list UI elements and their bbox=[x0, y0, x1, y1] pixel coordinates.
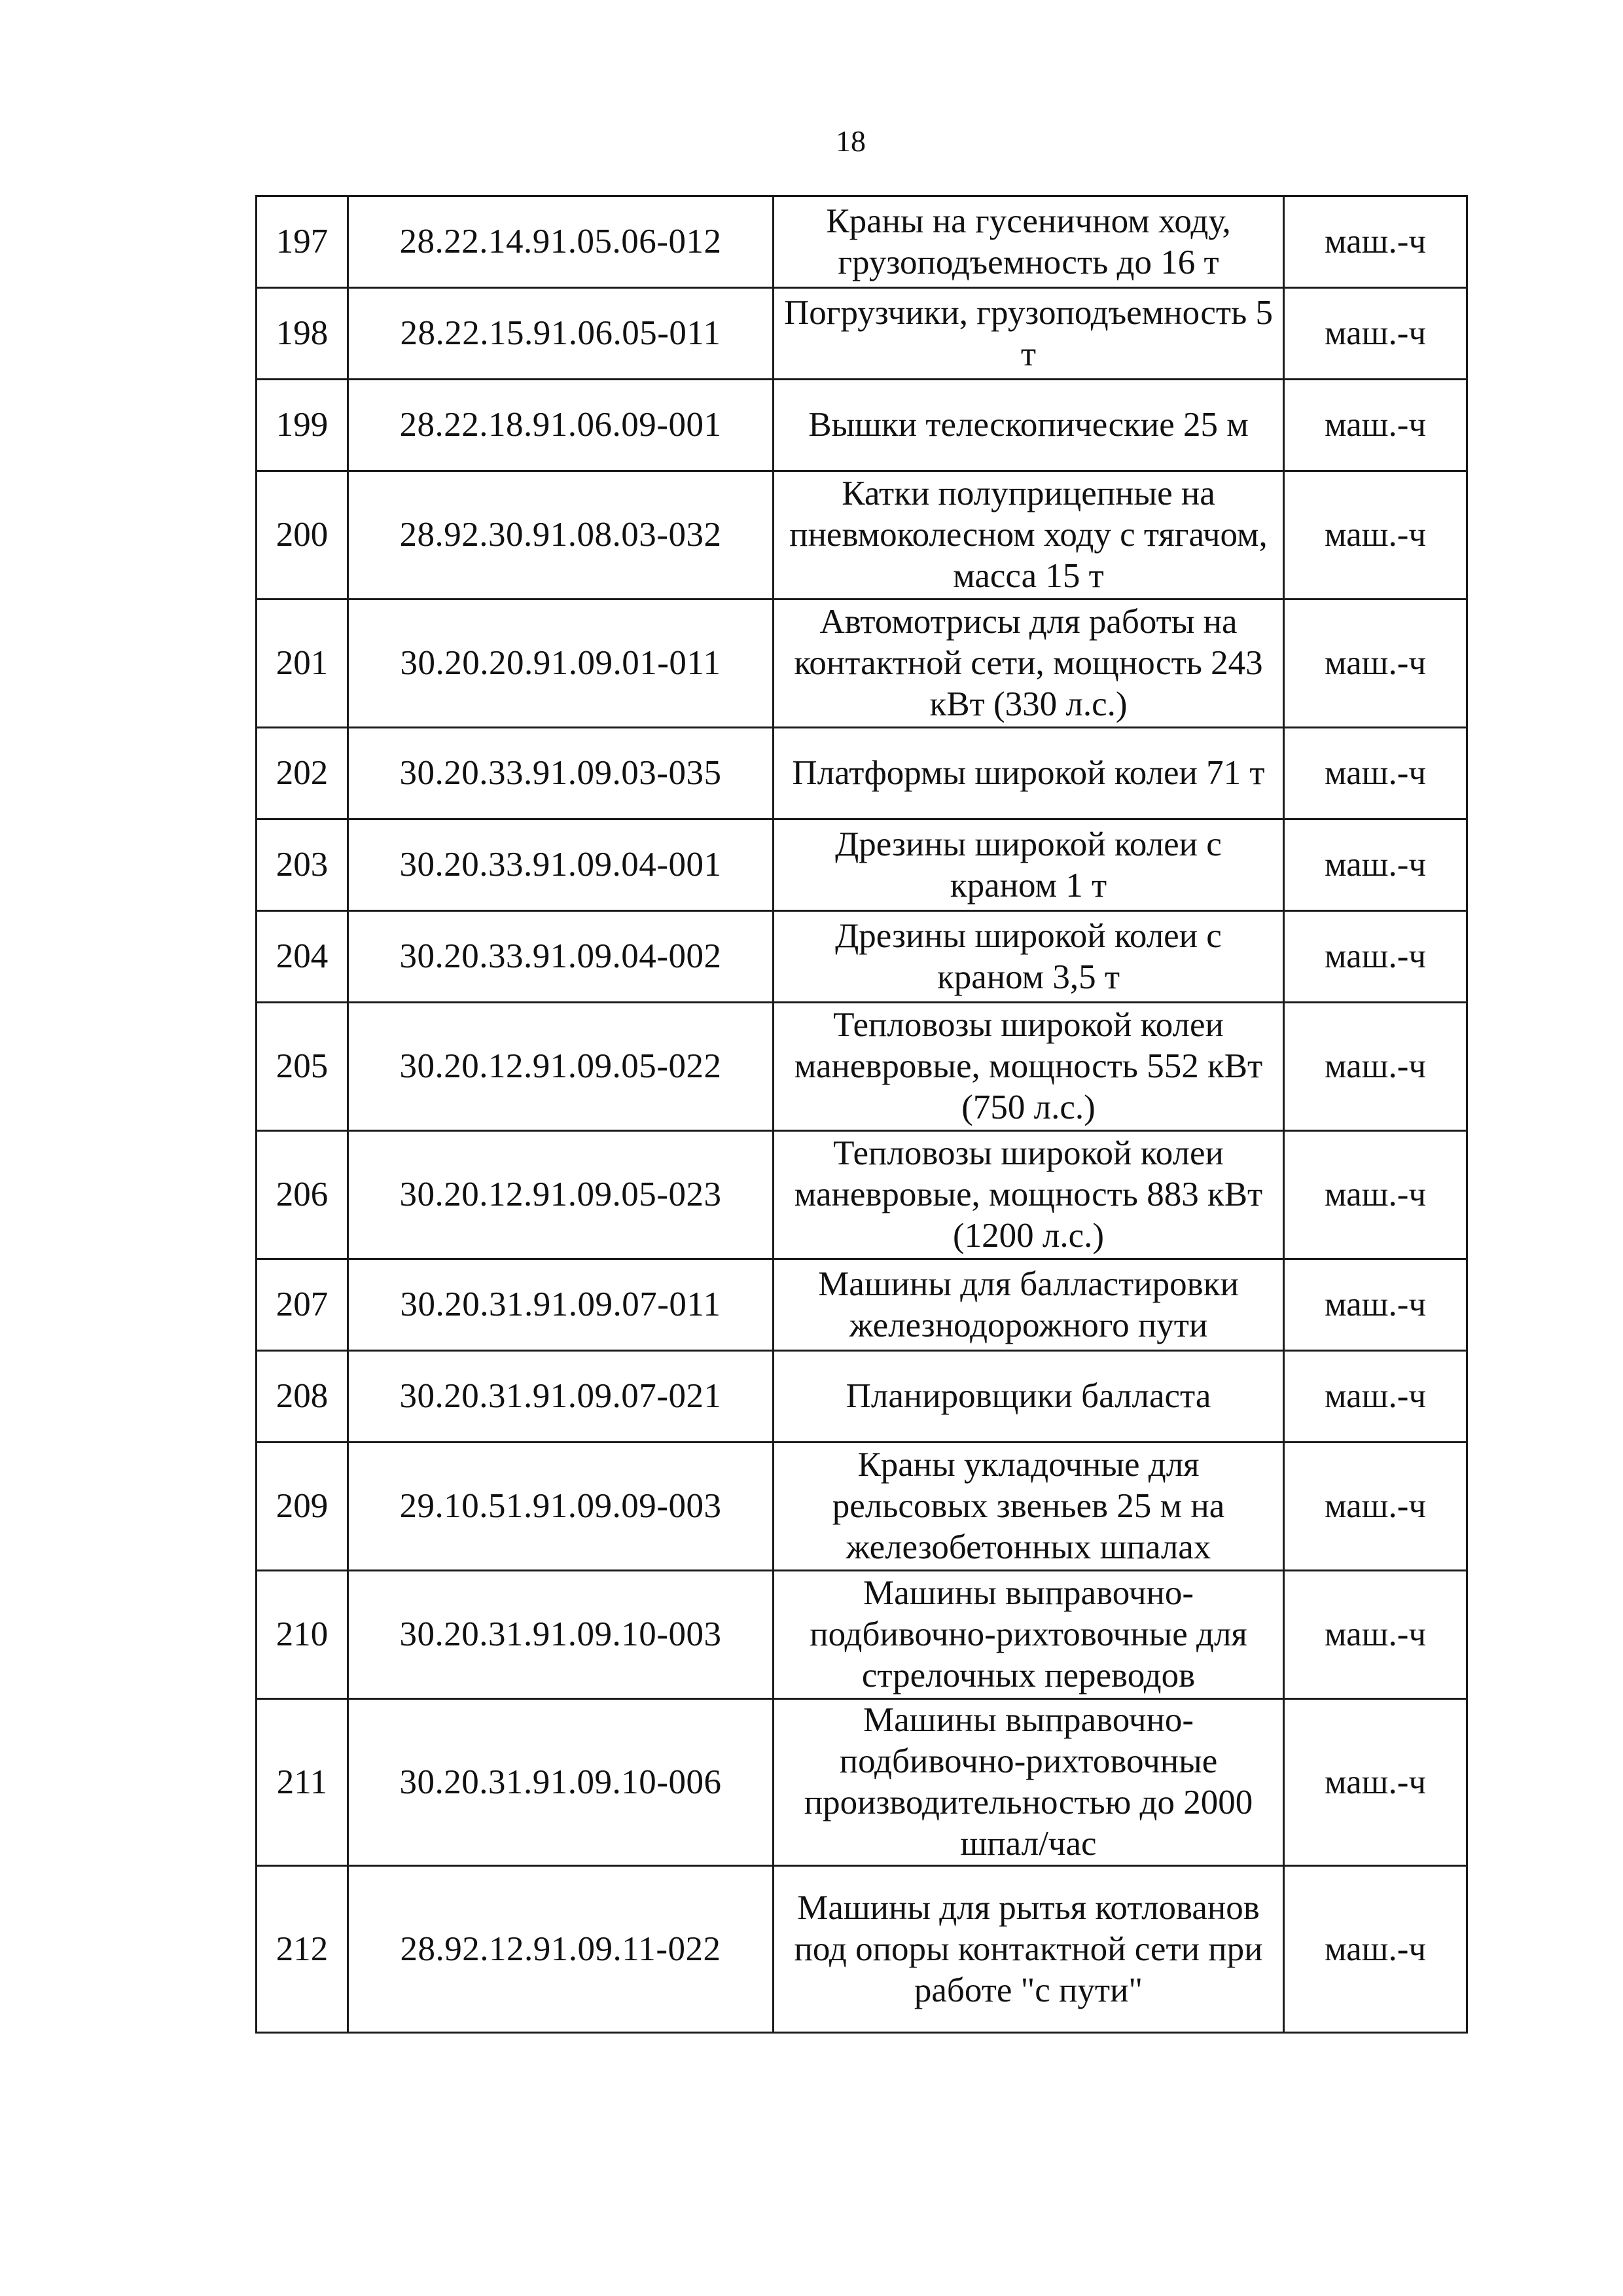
unit-of-measure: маш.-ч bbox=[1284, 1259, 1467, 1351]
resource-name: Машины выправочно-подбивочно-рихтовочные производительностью до 2000 шпал/час bbox=[774, 1699, 1284, 1866]
row-number: 208 bbox=[257, 1351, 348, 1443]
table-row bbox=[257, 380, 1467, 471]
machinery-table bbox=[255, 195, 1468, 2034]
unit-of-measure: маш.-ч bbox=[1284, 728, 1467, 819]
resource-code: 30.20.31.91.09.07-021 bbox=[348, 1351, 774, 1443]
resource-code: 28.22.18.91.06.09-001 bbox=[348, 380, 774, 471]
resource-code: 28.22.14.91.05.06-012 bbox=[348, 196, 774, 288]
resource-code: 30.20.33.91.09.03-035 bbox=[348, 728, 774, 819]
resource-name: Краны на гусеничном ходу, грузоподъемность до 16 т bbox=[774, 196, 1284, 288]
resource-code: 28.22.15.91.06.05-011 bbox=[348, 288, 774, 380]
row-number: 209 bbox=[257, 1443, 348, 1571]
unit-of-measure: маш.-ч bbox=[1284, 1351, 1467, 1443]
resource-name: Тепловозы широкой колеи маневровые, мощность 883 кВт (1200 л.с.) bbox=[774, 1131, 1284, 1259]
table-row bbox=[257, 911, 1467, 1003]
resource-name: Катки полуприцепные на пневмоколесном ходу с тягачом, масса 15 т bbox=[774, 471, 1284, 600]
table-row bbox=[257, 1351, 1467, 1443]
table-row bbox=[257, 196, 1467, 288]
table-row bbox=[257, 288, 1467, 380]
resource-name: Планировщики балласта bbox=[774, 1351, 1284, 1443]
resource-code: 28.92.30.91.08.03-032 bbox=[348, 471, 774, 600]
page-number: 18 bbox=[836, 124, 866, 158]
table-row bbox=[257, 1003, 1467, 1131]
table-row bbox=[257, 1699, 1467, 1866]
row-number: 203 bbox=[257, 819, 348, 911]
unit-of-measure: маш.-ч bbox=[1284, 1131, 1467, 1259]
resource-name: Погрузчики, грузоподъемность 5 т bbox=[774, 288, 1284, 380]
unit-of-measure: маш.-ч bbox=[1284, 819, 1467, 911]
row-number: 200 bbox=[257, 471, 348, 600]
resource-code: 30.20.31.91.09.10-006 bbox=[348, 1699, 774, 1866]
unit-of-measure: маш.-ч bbox=[1284, 1443, 1467, 1571]
unit-of-measure: маш.-ч bbox=[1284, 1571, 1467, 1699]
row-number: 210 bbox=[257, 1571, 348, 1699]
unit-of-measure: маш.-ч bbox=[1284, 911, 1467, 1003]
resource-name: Автомотрисы для работы на контактной сети, мощность 243 кВт (330 л.с.) bbox=[774, 600, 1284, 728]
table-row bbox=[257, 600, 1467, 728]
resource-name: Дрезины широкой колеи с краном 1 т bbox=[774, 819, 1284, 911]
row-number: 204 bbox=[257, 911, 348, 1003]
unit-of-measure: маш.-ч bbox=[1284, 1699, 1467, 1866]
resource-name: Машины для балластировки железнодорожного пути bbox=[774, 1259, 1284, 1351]
row-number: 207 bbox=[257, 1259, 348, 1351]
table-row bbox=[257, 1571, 1467, 1699]
table-row bbox=[257, 1443, 1467, 1571]
unit-of-measure: маш.-ч bbox=[1284, 471, 1467, 600]
resource-name: Машины для рытья котлованов под опоры контактной сети при работе "с пути" bbox=[774, 1866, 1284, 2033]
resource-name: Тепловозы широкой колеи маневровые, мощность 552 кВт (750 л.с.) bbox=[774, 1003, 1284, 1131]
resource-name: Вышки телескопические 25 м bbox=[774, 380, 1284, 471]
unit-of-measure: маш.-ч bbox=[1284, 1003, 1467, 1131]
row-number: 199 bbox=[257, 380, 348, 471]
table-row bbox=[257, 1866, 1467, 2033]
unit-of-measure: маш.-ч bbox=[1284, 1866, 1467, 2033]
table-row bbox=[257, 819, 1467, 911]
table-row bbox=[257, 1131, 1467, 1259]
row-number: 211 bbox=[257, 1699, 348, 1866]
resource-code: 30.20.12.91.09.05-023 bbox=[348, 1131, 774, 1259]
resource-code: 30.20.31.91.09.10-003 bbox=[348, 1571, 774, 1699]
resource-code: 30.20.33.91.09.04-002 bbox=[348, 911, 774, 1003]
unit-of-measure: маш.-ч bbox=[1284, 600, 1467, 728]
resource-name: Машины выправочно-подбивочно-рихтовочные для стрелочных переводов bbox=[774, 1571, 1284, 1699]
table-row bbox=[257, 728, 1467, 819]
resource-name: Дрезины широкой колеи с краном 3,5 т bbox=[774, 911, 1284, 1003]
resource-code: 28.92.12.91.09.11-022 bbox=[348, 1866, 774, 2033]
table-row bbox=[257, 1259, 1467, 1351]
row-number: 205 bbox=[257, 1003, 348, 1131]
resource-code: 30.20.31.91.09.07-011 bbox=[348, 1259, 774, 1351]
resource-code: 30.20.12.91.09.05-022 bbox=[348, 1003, 774, 1131]
resource-name: Краны укладочные для рельсовых звеньев 25 м на железобетонных шпалах bbox=[774, 1443, 1284, 1571]
resource-code: 29.10.51.91.09.09-003 bbox=[348, 1443, 774, 1571]
resource-name: Платформы широкой колеи 71 т bbox=[774, 728, 1284, 819]
unit-of-measure: маш.-ч bbox=[1284, 380, 1467, 471]
row-number: 201 bbox=[257, 600, 348, 728]
resource-code: 30.20.20.91.09.01-011 bbox=[348, 600, 774, 728]
row-number: 206 bbox=[257, 1131, 348, 1259]
row-number: 212 bbox=[257, 1866, 348, 2033]
row-number: 197 bbox=[257, 196, 348, 288]
unit-of-measure: маш.-ч bbox=[1284, 288, 1467, 380]
row-number: 198 bbox=[257, 288, 348, 380]
row-number: 202 bbox=[257, 728, 348, 819]
table-row bbox=[257, 471, 1467, 600]
resource-code: 30.20.33.91.09.04-001 bbox=[348, 819, 774, 911]
unit-of-measure: маш.-ч bbox=[1284, 196, 1467, 288]
